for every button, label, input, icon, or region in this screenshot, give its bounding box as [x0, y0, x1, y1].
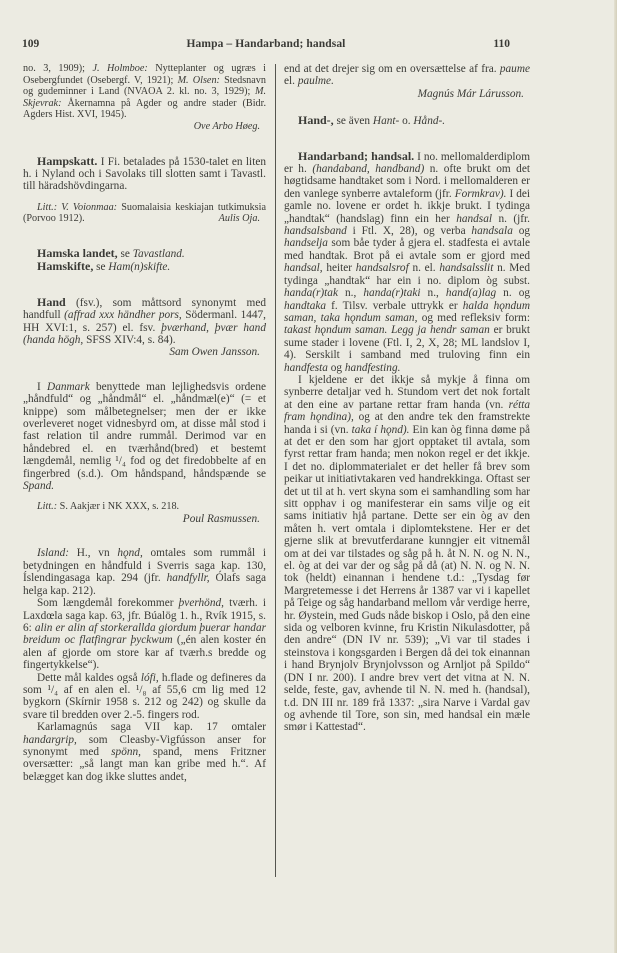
page-number-right: 110 — [493, 38, 510, 50]
paragraph-continued: end at det drejer sig om en oversættelse af fra. paume el. paulme. — [284, 63, 530, 88]
signature: Ove Arbo Høeg. — [193, 120, 260, 132]
running-title: Hampa – Handarband; handsal — [186, 38, 346, 50]
headword: Handarband; handsal. — [298, 148, 415, 163]
left-column — [23, 63, 266, 783]
literature-note: Litt.: V. Voionmaa: Suomalaisia keskiajan tutkimuksia (Porvoo 1912). — [23, 201, 266, 225]
xref-link[interactable]: Formkrav). — [454, 187, 507, 200]
right-column — [284, 63, 530, 734]
signature: Aulis Oja. — [218, 213, 260, 225]
paragraph: Dette mål kaldes også lófi, h.flade og defineres da som ¹/₄ af en alen el. ¹/₈ af 55,6 cm lig med 12 bygkorn (Skírnir 1958 s. 212 og 242) og skulle da svare til bredden over 2.-5. fingers rod. — [23, 671, 266, 721]
xref-link[interactable]: Tavastland. — [132, 247, 185, 260]
entry-hampskatt: Hampskatt. I Fi. betalades på 1530-talet en liten h. i Nyland och i Savolaks till slotten samt i Tavastl. till häradshövdingarna. — [23, 153, 266, 193]
signature: Sam Owen Jansson. — [169, 346, 260, 359]
xref-link[interactable]: Ham(n)skifte. — [108, 261, 171, 274]
xref-link[interactable]: Hant- — [372, 115, 400, 128]
page-number-left: 109 — [22, 38, 40, 50]
entry-handarband: Handarband; handsal. I no. mellomalderdiplom er h. (handaband, handband) n. ofte brukt om det høgtidsame handtaket som i Nord. i mellomalderen er den vanlege synberre avtaleform (jfr. Formkrav). I dei gamle no. lovene er ordet h. ikkje brukt. I tydinga „handtak“ (handslag) finn ein her handsal n. (jfr. handsalsband i Ftl. X, 28), og verba handsala og handselja som båe tyder å gjera el. stadfesta ei avtale med handtak. Brot på ei avtale som er gjord med handsal, heiter handsalsrof n. el. handsalsslit n. Med tydinga „handtak“ har ein i no. diplom òg subst. handa(r)tak n., handa(r)taki n., hand(a)lag n. og handtaka f. Tilsv. verbale uttrykk er halda hǫndum saman, taka hǫndum saman, og med refleksiv form: takast hǫndum saman. Legg ja hendr saman er brukt sume stader i lovene (Ftl. I, 2, X, 28; ML landslov I, 4). Serskilt i samband med truloving finn ein handfesta og handfesting. — [284, 148, 531, 374]
references-continued: no. 3, 1909); J. Holmboe: Nytteplanter og ugræs i Osebergfundet (Osebergf. V, 1921); M. Olsen: Stedsnavn og gudeminner i Land (NVAOA 2. kl. no. 3, 1929); M. Skjevrak: Åkernamna på Agder og andre stader (Bidr. Agders Hist. XVI, 1945). — [23, 63, 267, 121]
signature: Magnús Már Lárusson. — [417, 87, 524, 100]
cross-reference: Hamskifte, se Ham(n)skifte. — [37, 259, 171, 274]
entry-hand: Hand (fsv.), som måttsord synonymt med handfull (affrad xxx händher pors, Södermanl. 1447, HH XVI:1, s. 257) el. fsv. þværhand, þvær hand (handa högh, SFSS XIV:4, s. 84). — [23, 294, 266, 346]
literature-note: Litt.: S. Aakjær i NK XXX, s. 218. — [37, 501, 180, 513]
section-danmark: I Danmark benyttede man lejlighedsvis ordene „håndfuld“ og „håndmål“ el. „håndmæl(e)“ (= et knippe) som målbetegnelser; men der er ikke overleveret noget vidnesbyrd om, at disse mål stod i fast relation til andre rummål. Derimod var en håndebred el. en tværhånd(bred) et bestemt længdemål, nemlig ¹/₄ fod og det firedobbelte af en fingerbred (s.d.). Om håndspand, håndspænde se Spand. — [23, 380, 266, 493]
paragraph: Som længdemål forekommer þverhönd, tværh. i Laxdœla saga kap. 63, jfr. Búalög 1. h., Rvík 1915, s. 6: alin er alin af storkerallda giordum þuerar handar breidum oc flatfingrar þyckwum („én alen koster én alen af gjorde om store kar af tværh.s bredde og fingertykkelse“). — [23, 597, 266, 672]
section-island: Island: H., vn hǫnd, omtales som rummål i betydningen en håndfuld i Sverris saga kap. 130, Íslendingasaga kap. 294 (jfr. handfyllr, Ólafs saga helga kap. 212). — [23, 547, 267, 597]
running-head — [22, 38, 510, 54]
headword: Hand — [37, 294, 66, 309]
column-divider — [275, 64, 276, 877]
cross-reference: Hand-, se även Hant- o. Hånd-. — [298, 113, 446, 128]
xref-link[interactable]: Spand. — [23, 480, 55, 493]
paragraph: Karlamagnús saga VII kap. 17 omtaler handargrip, som Cleasby-Vigfússon anser for synonymt med spönn, spand, mens Fritzner oversætter: „så langt man kan gribe med h.“. Af belægget kan dog ikke sluttes andet, — [23, 721, 266, 783]
cross-reference: Hamska landet, se Tavastland. — [37, 245, 185, 260]
paragraph: I kjeldene er det ikkje så mykje å finna om synberre detaljar ved h. Stundom vert det nok fortalt at den eine av partane rettar fram handa (vn. rétta fram hǫndina), og at den andre tek den framstrekte handa i si (vn. taka í hǫnd). Ein kan òg finna døme på at det er den som har gjort opptaket til avtala, som fyrst rettar fram handa; men nokon regel er det ikkje. I det no. diplommaterialet er det heller få brev som peikar ut initiativtakaren ved handrekkinga. Oftast ser det ut til at h. vert skyna som ei samhandling som har sitt opphav i og manifesterar ein sams vilje og eit sams initiativ hjå partane. Dette ser ein òg av den måten h. vert omtala i diplomtekstene. Her er det gjerne slik at brevutferdarane kunngjer eit vitnemål om at dei var tilstades og såg på h. åt N. N. og N. N., el. òg at dei var der og såg på då (at) N. N. og N. N. tok (heldt) einannan i hendene t.d.: „Tysdag før Margretemesse i det Herrens år 1387 var vi i kapellet på Teige og såg handarband mellom vår verdige herre, hr. Øystein, med Guds nåde biskop i Oslo, på den eine sida og velboren kvinne, fru Kristin Nikulasdotter, på den andre“ (DN IV nr. 539); „Vi var til stades i steinstova i kongsgarden i Bergen då dei tok einannan i hand Brynjolv Brynjolvsson og Arnljot på Spildo“ (DN I nr. 200). I andre brev vert det vitna at N. N. selde, feste, gav, avhende til N. N. med h. (handsal), t.d. DN III nr. 189 frå 1337: „sira Narve i Vardal gav og avhende til Tore, son sin, med handsal ein mæle smør i Kattestad“. — [284, 373, 530, 734]
headword: Hampskatt. — [37, 153, 98, 168]
xref-link[interactable]: Hånd-. — [413, 115, 446, 128]
signature: Poul Rasmussen. — [182, 513, 260, 526]
